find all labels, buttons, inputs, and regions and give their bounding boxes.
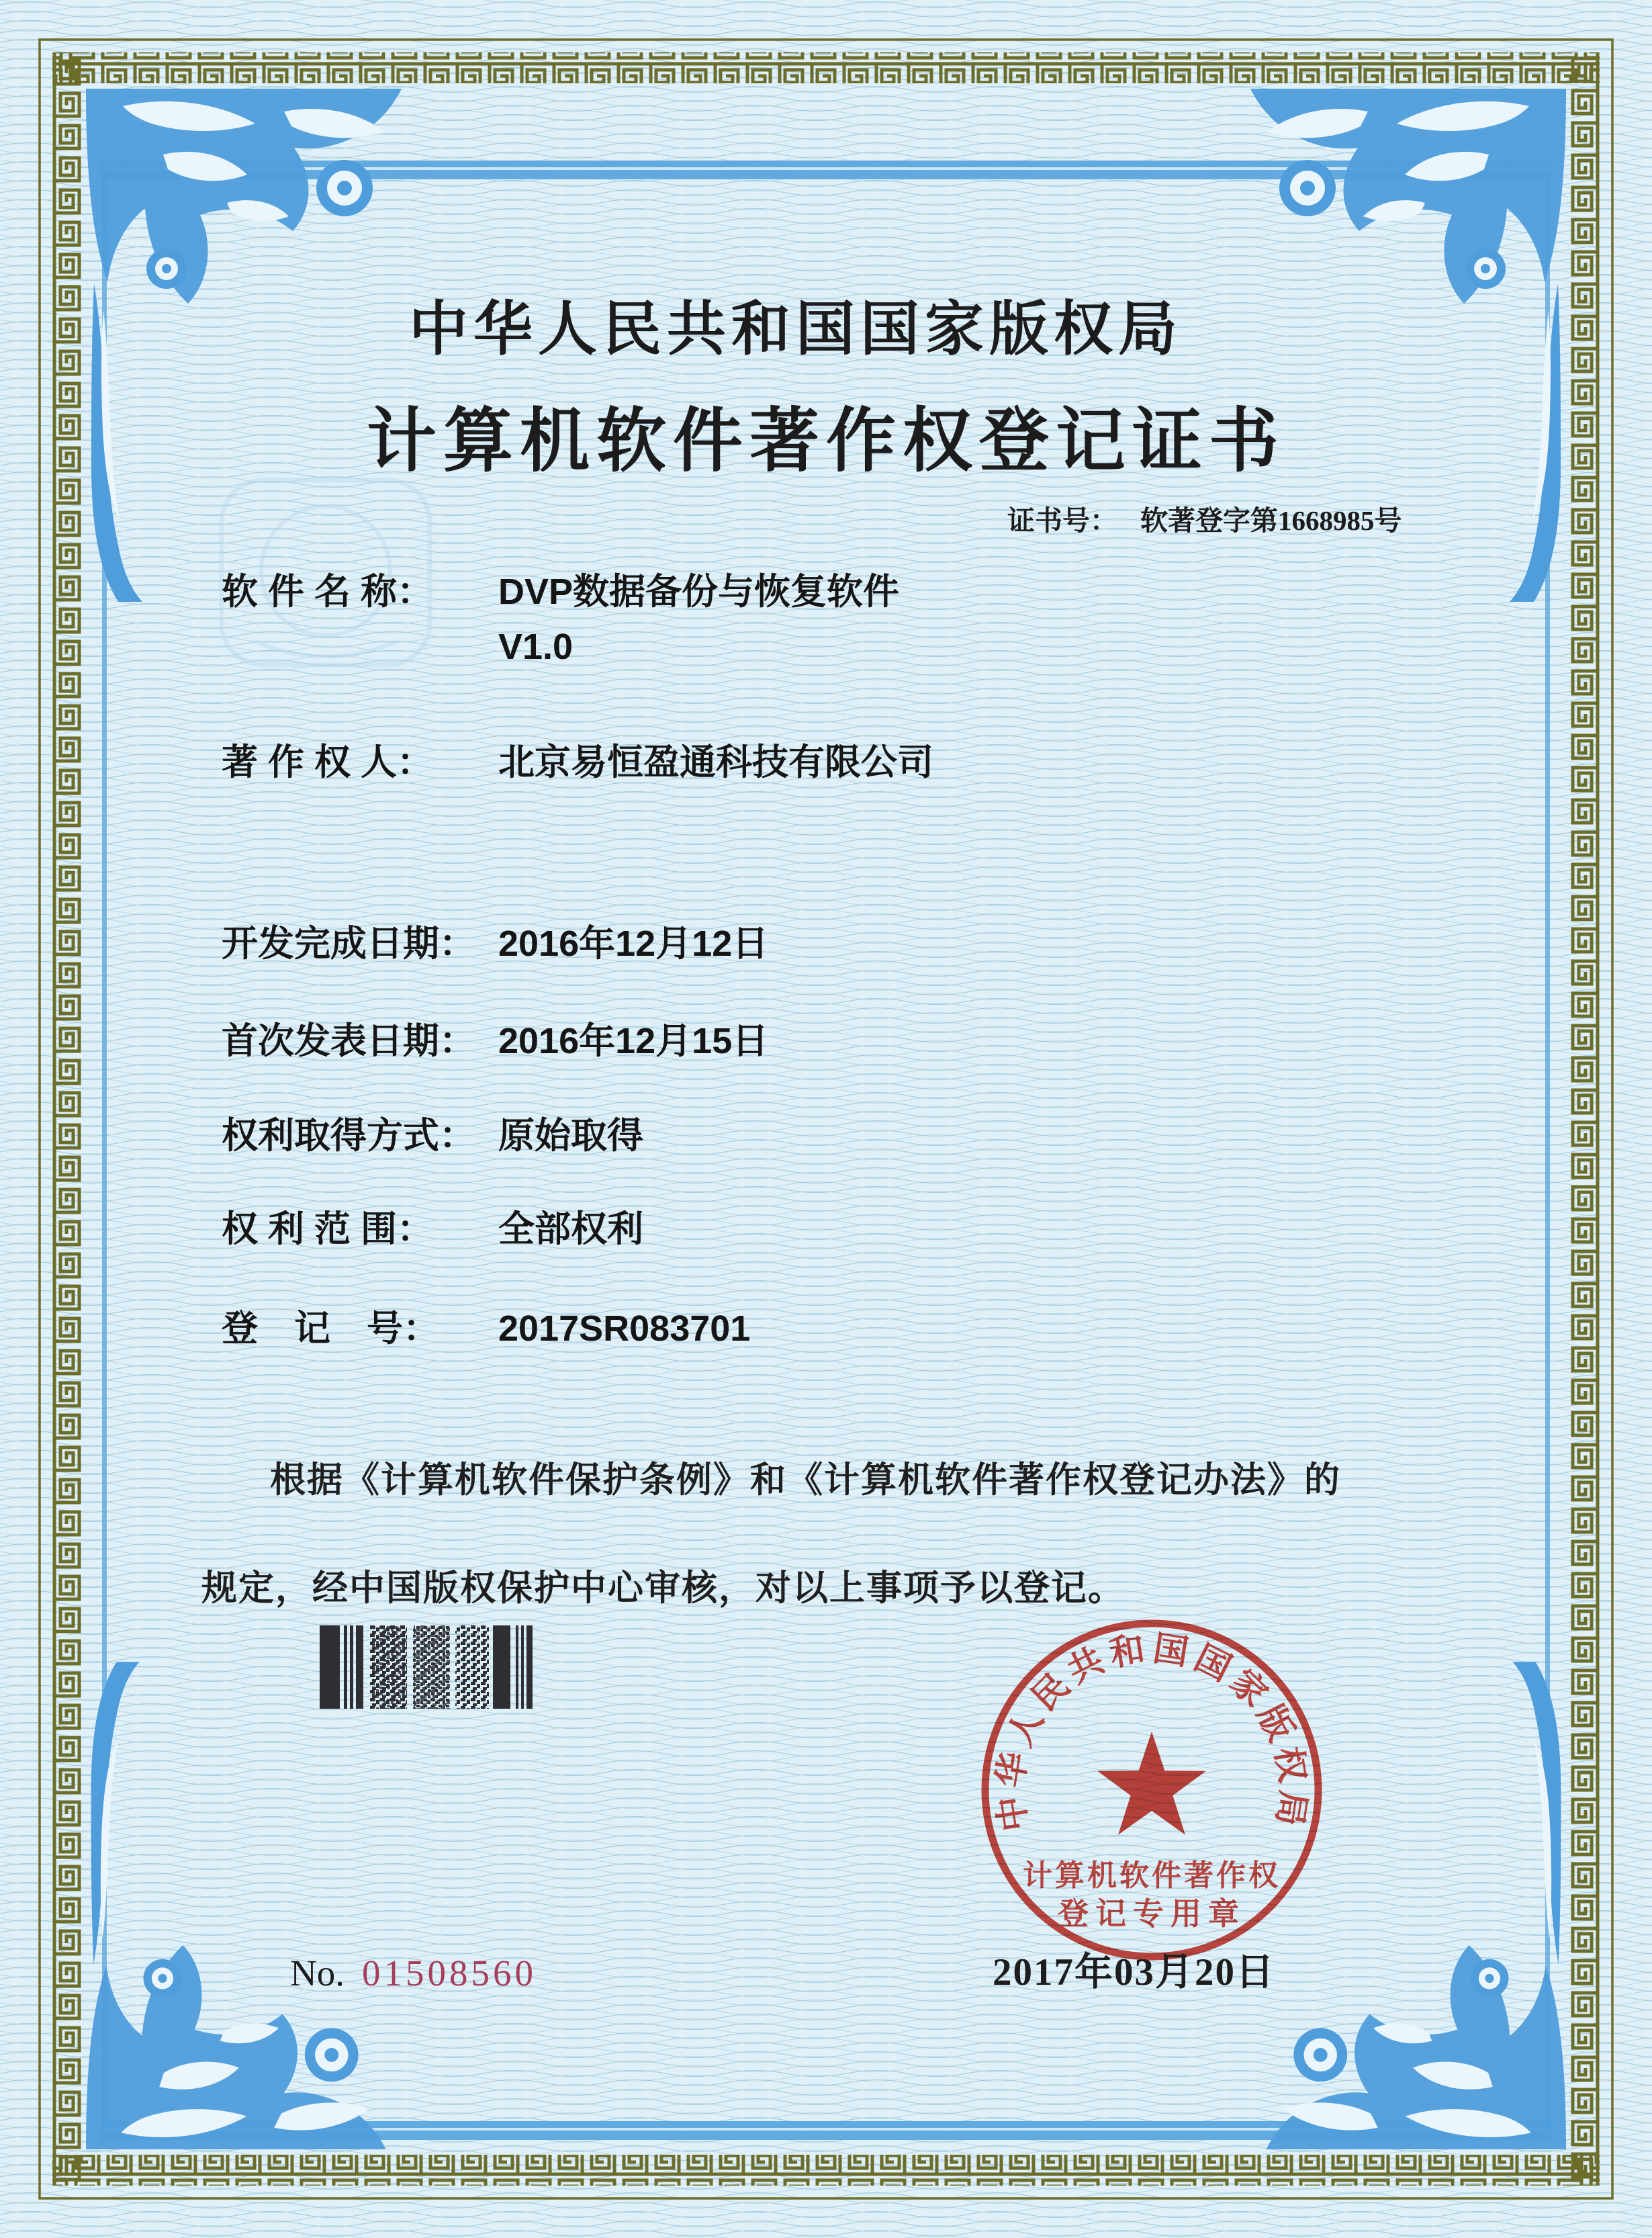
software-version-line: V1.0: [498, 627, 573, 668]
field-value: 原始取得: [498, 1116, 643, 1156]
serial-number-value: 01508560: [361, 1953, 537, 1994]
serial-number-line: [290, 1952, 537, 1994]
certificate-number-value: 软著登字第1668985号: [1140, 505, 1402, 536]
field-value: 全部权利: [498, 1209, 643, 1249]
seal-date: 2017年03月20日: [993, 1951, 1275, 1994]
field-value: 2016年12月15日: [498, 1021, 769, 1061]
software-name-line1: DVP数据备份与恢复软件: [498, 572, 900, 612]
field-row-registration-number: [222, 1308, 750, 1349]
field-row-first-publication-date: [222, 1020, 768, 1062]
field-value: [498, 571, 899, 668]
field-row-rights-scope: [222, 1208, 643, 1250]
field-label: 著 作 权 人：: [222, 742, 434, 782]
barcode-image: [320, 1625, 551, 1709]
certificate-number-label: 证书号：: [1007, 505, 1117, 536]
field-value: 2016年12月12日: [498, 924, 769, 964]
field-row-rights-acquisition-method: [222, 1115, 643, 1157]
field-row-development-completed-date: [222, 923, 768, 965]
field-row-software-name: [222, 571, 899, 668]
seal-caption-line2: 登记专用章: [1058, 1897, 1246, 1931]
statement-line-2: 规定，经中国版权保护中心审核，对以上事项予以登记。: [201, 1569, 1125, 1608]
field-label: 首次发表日期：: [222, 1021, 475, 1061]
field-row-copyright-owner: [222, 742, 933, 783]
statement-line-1: 根据《计算机软件保护条例》和《计算机软件著作权登记办法》的: [270, 1461, 1341, 1500]
field-label: 开发完成日期：: [222, 924, 475, 964]
field-label: 权 利 范 围：: [222, 1209, 434, 1249]
certificate-title: 计算机软件著作权登记证书: [366, 403, 1285, 480]
seal-caption-line1: 计算机软件著作权: [1023, 1859, 1281, 1892]
field-label: 权利取得方式：: [222, 1116, 475, 1156]
certificate-number-line: [1007, 498, 1402, 538]
registration-statement: [201, 1427, 1346, 1643]
issuing-authority-title: 中华人民共和国国家版权局: [408, 298, 1183, 363]
field-label: 软 件 名 称：: [222, 572, 434, 612]
official-seal: [978, 1617, 1325, 1963]
serial-prefix: No.: [290, 1953, 345, 1994]
field-label: 登 记 号：: [222, 1308, 439, 1349]
field-value: 北京易恒盈通科技有限公司: [498, 742, 933, 782]
seal-ring-text: 中华人民共和国国家版权局: [991, 1629, 1312, 1834]
seal-star-icon: [1097, 1732, 1206, 1835]
field-value: 2017SR083701: [498, 1308, 751, 1349]
